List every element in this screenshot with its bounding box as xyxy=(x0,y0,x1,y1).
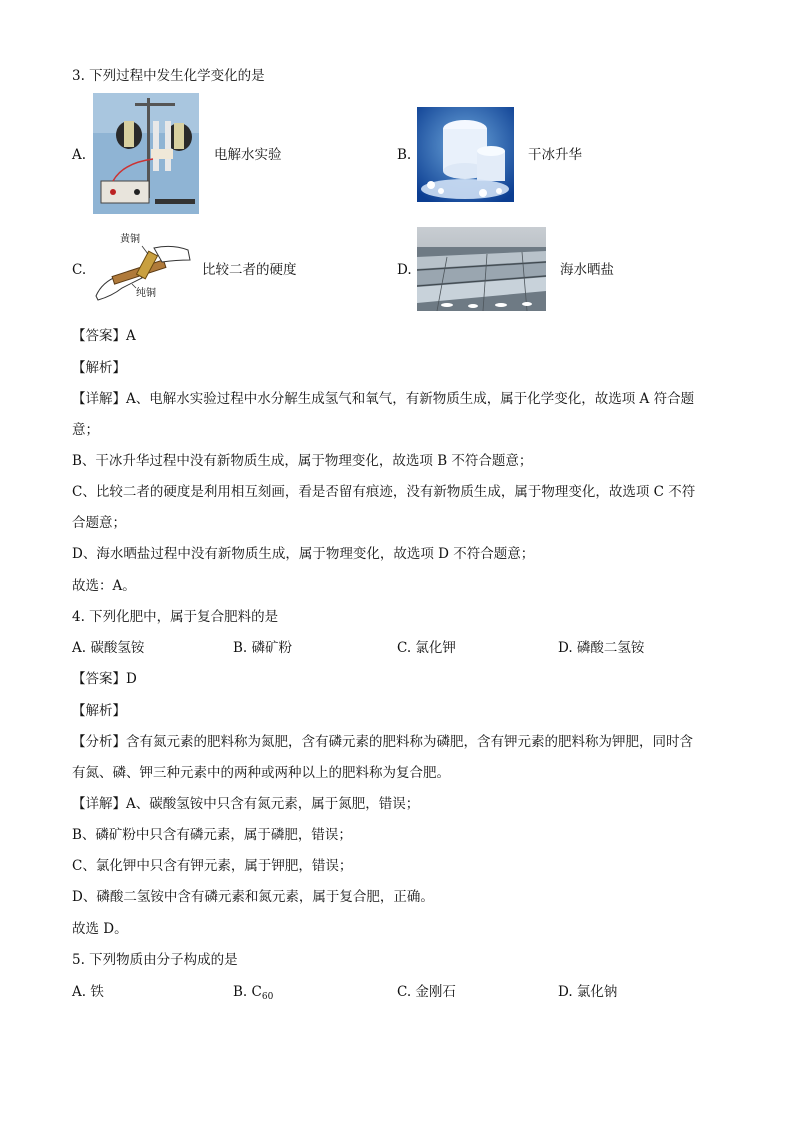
label-pure-copper: 纯铜 xyxy=(136,288,156,299)
q4-option-c: C. 氯化钾 xyxy=(397,640,456,656)
electrolysis-image xyxy=(93,93,199,214)
q4-stem: 4. 下列化肥中，属于复合肥料的是 xyxy=(72,609,279,625)
q5-stem: 5. 下列物质由分子构成的是 xyxy=(72,952,238,968)
q3-stem: 3. 下列过程中发生化学变化的是 xyxy=(72,68,265,84)
q3-option-d-caption: 海水晒盐 xyxy=(560,262,614,278)
q3-analysis-heading: 【解析】 xyxy=(72,360,126,376)
q3-option-a-letter: A. xyxy=(72,147,87,163)
q4-answer: 【答案】D xyxy=(72,671,137,687)
q4-conclusion: 故选 D。 xyxy=(72,921,128,937)
q3-answer: 【答案】A xyxy=(72,328,136,344)
q3-option-c-caption: 比较二者的硬度 xyxy=(202,262,297,278)
metal-hardness-image xyxy=(92,230,196,302)
q4-detail-line: 【详解】A、碳酸氢铵中只含有氮元素，属于氮肥，错误； xyxy=(72,796,420,812)
q3-option-c-letter: C. xyxy=(72,262,87,278)
q4-analysis-heading: 【解析】 xyxy=(72,703,126,719)
q4-option-b: B. 磷矿粉 xyxy=(233,640,293,656)
q4-option-d: D. 磷酸二氢铵 xyxy=(558,640,645,656)
q5-option-b-subscript: 60 xyxy=(261,992,274,1002)
q3-option-a-caption: 电解水实验 xyxy=(214,147,282,163)
q5-option-d: D. 氯化钠 xyxy=(558,984,618,1000)
q4-analysis-line: 【分析】含有氮元素的肥料称为氮肥，含有磷元素的肥料称为磷肥，含有钾元素的肥料称为钾肥，同时含 xyxy=(72,734,693,750)
salt-pan-image xyxy=(417,227,546,311)
q3-detail-line: 【详解】A、电解水实验过程中水分解生成氢气和氧气，有新物质生成，属于化学变化，故选项 A 符合题 xyxy=(72,391,695,407)
q4-analysis-line: 有氮、磷、钾三种元素中的两种或两种以上的肥料称为复合肥。 xyxy=(72,765,450,781)
q3-conclusion: 故选：A。 xyxy=(72,578,136,594)
q3-detail-line: 意； xyxy=(72,422,99,438)
q3-option-b-caption: 干冰升华 xyxy=(528,147,582,163)
q3-option-d-letter: D. xyxy=(397,262,412,278)
label-brass: 黄铜 xyxy=(120,234,140,245)
q5-option-b-formula: B. C xyxy=(233,984,262,1000)
q3-detail-line: C、比较二者的硬度是利用相互刻画，看是否留有痕迹，没有新物质生成，属于物理变化，故选项 C 不符 xyxy=(72,484,696,500)
q3-detail-line: B、干冰升华过程中没有新物质生成，属于物理变化，故选项 B 不符合题意； xyxy=(72,453,533,469)
q4-option-a: A. 碳酸氢铵 xyxy=(72,640,145,656)
q4-detail-line: D、磷酸二氢铵中含有磷元素和氮元素，属于复合肥，正确。 xyxy=(72,889,434,905)
q5-option-b xyxy=(233,983,273,1006)
q3-option-b-letter: B. xyxy=(397,147,412,163)
q3-detail-line: 合题意； xyxy=(72,515,126,531)
q4-detail-line: C、氯化钾中只含有钾元素，属于钾肥，错误； xyxy=(72,858,353,874)
q4-detail-line: B、磷矿粉中只含有磷元素，属于磷肥，错误； xyxy=(72,827,352,843)
q5-option-c: C. 金刚石 xyxy=(397,984,456,1000)
q3-detail-line: D、海水晒盐过程中没有新物质生成，属于物理变化，故选项 D 不符合题意； xyxy=(72,546,535,562)
q5-option-a: A. 铁 xyxy=(72,984,104,1000)
dry-ice-image xyxy=(417,107,514,202)
